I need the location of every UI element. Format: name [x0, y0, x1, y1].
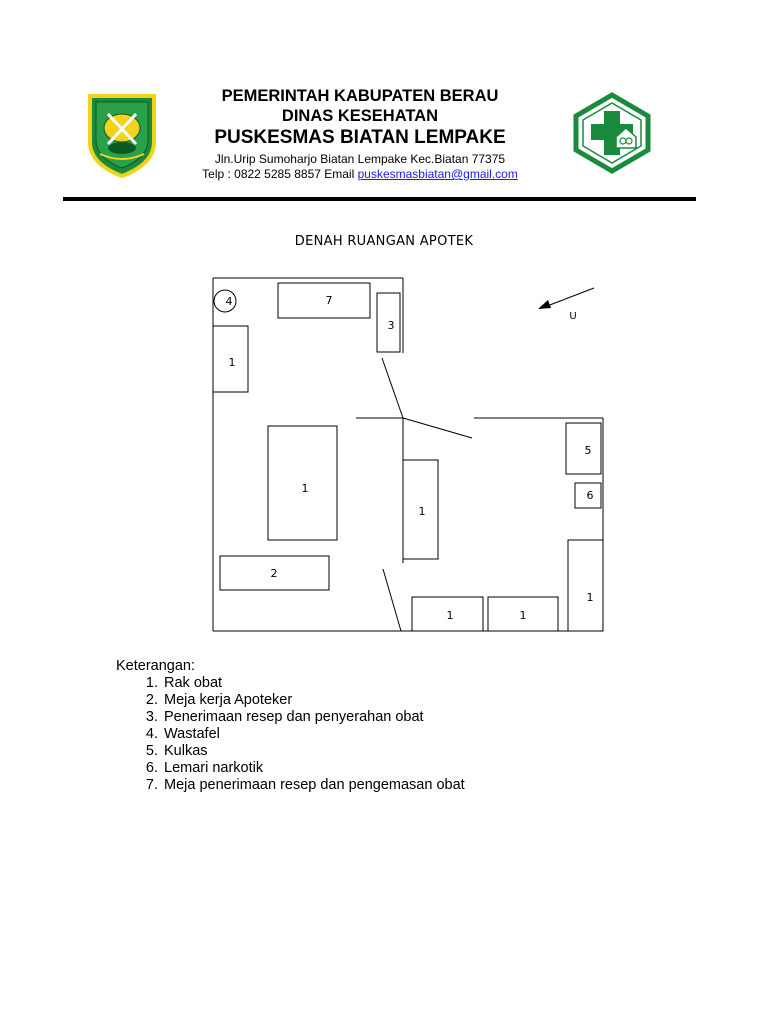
contact-phone: Telp : 0822 5285 8857 Email [202, 167, 358, 181]
floor-item-label: 6 [586, 489, 594, 502]
letterhead-government: PEMERINTAH KABUPATEN BERAU [221, 87, 499, 105]
door-swing [382, 358, 403, 418]
floor-item-label: 1 [301, 482, 309, 495]
email-link[interactable]: puskesmasbiatan@gmail.com [357, 167, 518, 181]
floor-item-label: 3 [387, 319, 395, 332]
floor-item-label: 1 [586, 591, 594, 604]
letterhead-address: Jln.Urip Sumoharjo Biatan Lempake Kec.Biatan 77375 [214, 152, 506, 166]
legend-item: 7. Meja penerimaan resep dan pengemasan obat [162, 777, 465, 794]
legend-item: 1. Rak obat [162, 675, 465, 692]
floor-item-label: 2 [270, 567, 278, 580]
legend-item: 4. Wastafel [162, 726, 465, 743]
door-swing [403, 418, 472, 438]
floor-item-label: 7 [325, 294, 333, 307]
floor-item-label: 1 [418, 505, 426, 518]
floor-item-label: 4 [225, 295, 233, 308]
floor-item [566, 423, 601, 474]
legend-item: 6. Lemari narkotik [162, 760, 465, 777]
legend [116, 658, 465, 794]
floor-item [568, 540, 603, 631]
floor-item-label: 5 [584, 444, 592, 457]
document-title: DENAH RUANGAN APOTEK [294, 234, 474, 249]
legend-item: 5. Kulkas [162, 743, 465, 760]
floor-item-label: 1 [446, 609, 454, 622]
letterhead-institution: PUSKESMAS BIATAN LEMPAKE [214, 127, 506, 148]
legend-list [116, 675, 465, 794]
letterhead-department: DINAS KESEHATAN [281, 107, 439, 125]
legend-item: 3. Penerimaan resep dan penyerahan obat [162, 709, 465, 726]
door-swing [383, 569, 401, 631]
floor-item-label: 1 [228, 356, 236, 369]
north-arrow-head [538, 300, 551, 309]
legend-heading: Keterangan: [116, 658, 196, 674]
compass-label: U [569, 311, 577, 322]
floor-item [278, 283, 370, 318]
legend-item: 2. Meja kerja Apoteker [162, 692, 465, 709]
floor-item-label: 1 [519, 609, 527, 622]
